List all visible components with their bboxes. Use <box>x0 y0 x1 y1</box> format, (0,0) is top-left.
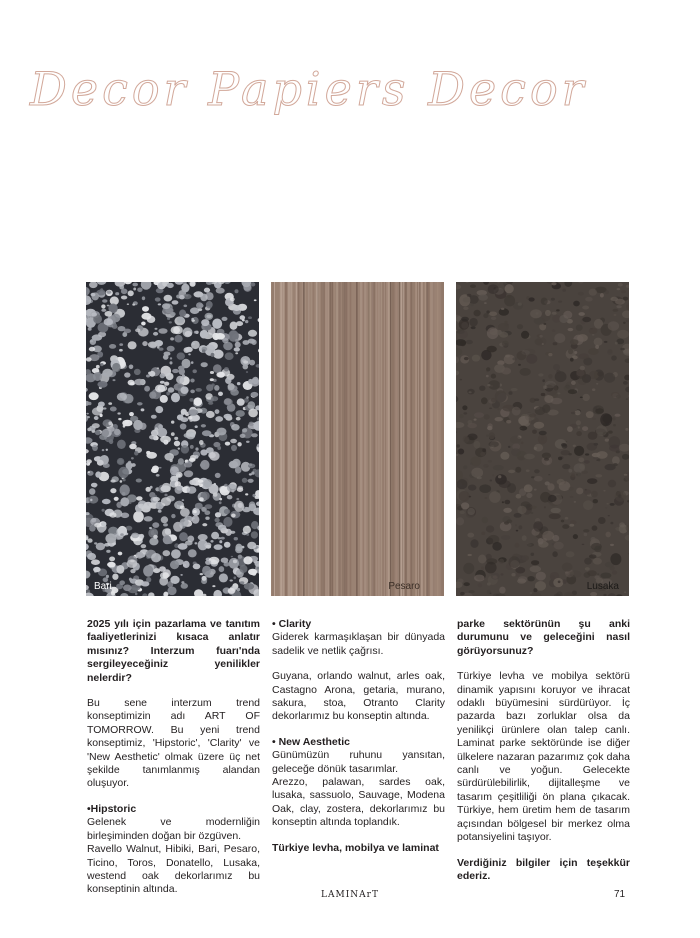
aesthetic-heading: • New Aesthetic <box>272 735 350 748</box>
clarity-decors: Guyana, orlando walnut, arles oak, Castagno Arona, getaria, murano, sakura, stoa, Otranto Clarity dekorlarımız bu konseptin altında. <box>272 670 445 723</box>
laminart-logo: LAMINArT <box>321 890 379 900</box>
swatch-label-bari: Bari <box>94 581 112 592</box>
text-column-2 <box>272 618 445 855</box>
banner-text: Decor Papiers Decor <box>30 62 588 116</box>
hipstoric-decors: Ravello Walnut, Hibiki, Bari, Pesaro, Ticino, Toros, Donatello, Lusaka, westend oak dekorlarımız bu konseptinin altında. <box>87 843 260 896</box>
question-sector-end: parke sektörünün şu anki durumunu ve geleceğini nasıl görüyorsunuz? <box>457 618 630 657</box>
swatch-lusaka <box>456 282 629 596</box>
clarity-desc: Giderek karmaşıklaşan bir dünyada sadelik ve netlik çağrısı. <box>272 631 445 657</box>
lusaka-texture <box>456 282 629 596</box>
aesthetic-desc: Günümüzün ruhunu yansıtan, geleceğe dönük tasarımlar. <box>272 749 445 775</box>
swatch-label-pesaro: Pesaro <box>388 581 420 592</box>
question-sector-start: Türkiye levha, mobilya ve laminat <box>272 841 439 854</box>
text-column-1 <box>87 618 260 897</box>
page-number: 71 <box>614 889 626 900</box>
swatch-pesaro <box>271 282 444 596</box>
pesaro-texture <box>271 282 444 596</box>
aesthetic-block <box>272 736 445 830</box>
thanks-line: Verdiğiniz bilgiler için teşekkür ederiz. <box>457 856 630 882</box>
hipstoric-heading: •Hipstoric <box>87 802 137 815</box>
text-column-3 <box>457 618 630 883</box>
swatch-bari <box>86 282 259 596</box>
hipstoric-desc: Gelenek ve modernliğin birleşiminden doğan bir özgüven. <box>87 816 260 842</box>
bari-texture <box>86 282 259 596</box>
sector-answer: Türkiye levha ve mobilya sektörü dinamik yapısını koruyor ve ihracat odaklı büyümesini sürdürüyor. İç pazarda bazı zorluklar olsa da yenilikçi ürünlere olan talep canlı. Laminat parke sektöründe ise diğer ülkelere nazaran pazarımız çok daha canlı ve yoğun. Gelecekte sürdürülebilirlik, dijitalleşme ve tasarım çeşitliliği ön plana çıkacak. Türkiye, hem üretim hem de tasarım açısından bölgesel bir merkez olma potansiyelini taşıyor. <box>457 670 630 844</box>
clarity-heading: • Clarity <box>272 618 312 630</box>
decor-papiers-banner <box>0 62 700 122</box>
intro-paragraph: Bu sene interzum trend konseptimizin adı ART OF TOMORROW. Bu yeni trend konseptimiz, 'Hipstoric', 'Clarity' ve 'New Aesthetic' olmak üzere üç net şekilde tanımlanmış alandan oluşuyor. <box>87 697 260 790</box>
question-marketing: 2025 yılı için pazarlama ve tanıtım faaliyetlerinizi kısaca anlatır mısınız? Interzum fuarı'nda sergileyeceğiniz yenilikler nelerdir? <box>87 618 260 684</box>
hipstoric-block <box>87 803 260 897</box>
clarity-block <box>272 618 445 658</box>
aesthetic-decors: Arezzo, palawan, sardes oak, lusaka, sassuolo, Sauvage, Modena Oak, clay, zostera, dekorlarımız bu konseptin altında toplandık. <box>272 776 445 829</box>
swatch-label-lusaka: Lusaka <box>586 581 619 592</box>
